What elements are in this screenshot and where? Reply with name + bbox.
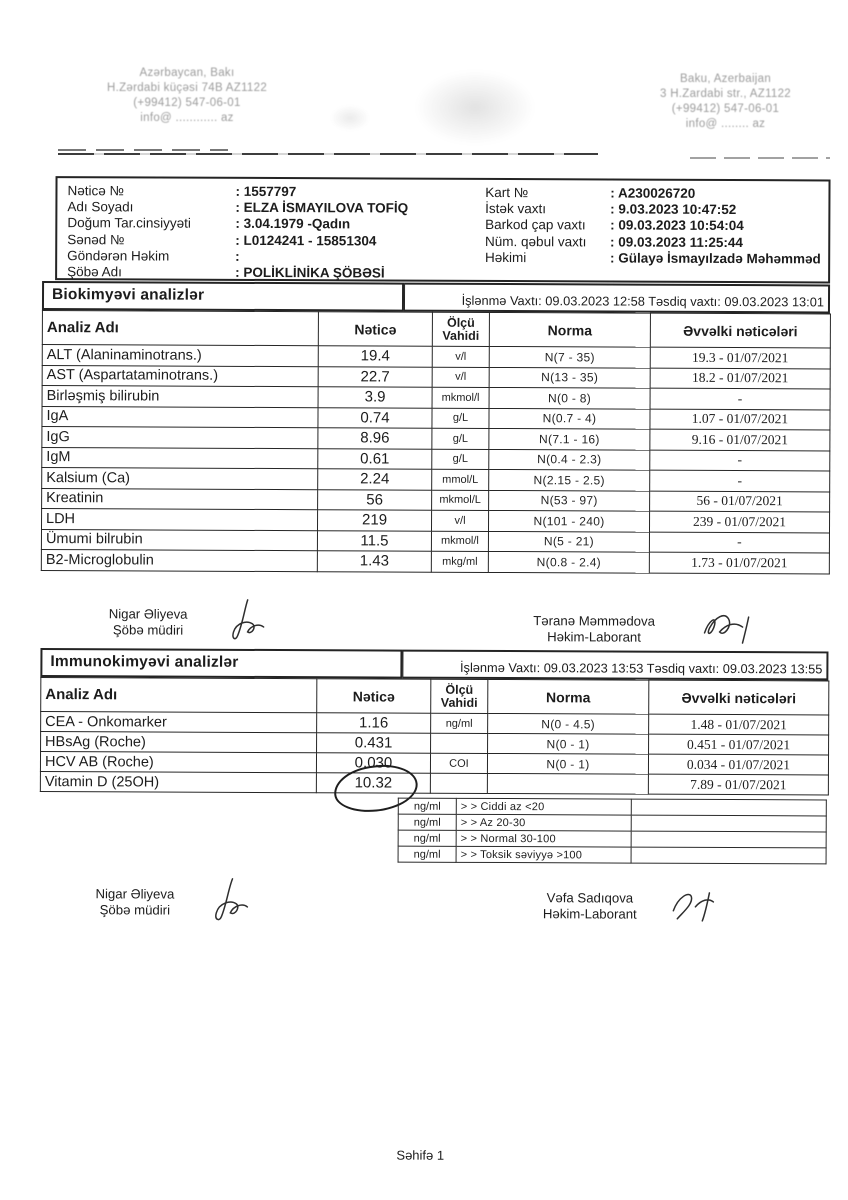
patient-field-value: : 3.04.1979 -Qadın [235,216,351,232]
cell-previous-result: 56 - 01/07/2021 [650,491,830,512]
cell-unit: g/L [432,408,489,429]
cell-norm: N(0 - 1) [487,753,648,774]
reference-unit: ng/ml [398,846,456,862]
cell-unit: v/l [432,367,489,388]
cell-norm: N(0 - 4.5) [488,713,649,734]
page-footer [0,1146,844,1165]
letterhead-line: Baku, Azerbaijan [679,73,772,85]
column-header-analysis: Analiz Adı [42,311,318,346]
cell-norm: N(0 - 1) [488,733,649,754]
patient-field-value: : L0124241 - 15851304 [235,232,377,249]
signatory-name: Təranə Məmmədova [533,613,655,629]
patient-field-value: : 09.03.2023 11:25:44 [610,234,743,250]
cell-previous-result: 1.07 - 01/07/2021 [650,409,830,430]
signatory-name: Vəfa Sadıqova [546,890,634,906]
handwritten-signature [665,883,723,927]
cell-result-vitamin-d [316,773,430,793]
handwritten-signature [698,603,762,649]
cell-previous-result: - [650,388,830,409]
cell-analysis-name: Kalsium (Ca) [42,468,318,490]
column-header-norm: Norma [489,312,650,347]
patient-field-label: Şöbə Adı [67,264,122,280]
immunochemistry-results-table [40,677,829,795]
patient-field [67,264,485,282]
signatory-title: Həkim-Laborant [542,906,637,922]
reference-row [398,798,826,816]
column-header-unit: Ölçü Vahidi [431,679,488,713]
section-title-immunochemistry: Immunokimyəvi analizlər [40,648,402,679]
cell-previous-result: - [650,450,830,471]
cell-analysis-name: Kreatinin [42,488,318,510]
letterhead-line: (+99412) 547-06-01 [133,97,241,109]
reference-unit: ng/ml [398,814,456,830]
letterhead-line: info@ ............ az [140,112,234,124]
cell-norm: N(53 - 97) [489,490,650,511]
signature-block-left [71,606,226,639]
signature-block-right [496,613,691,646]
table-header-row [42,311,830,348]
patient-field-label: Doğum Tar.cinsiyyəti [67,215,191,232]
column-header-analysis: Analiz Adı [41,678,317,713]
cell-unit: COI [430,753,487,773]
cell-previous-result: 19.3 - 01/07/2021 [650,347,830,368]
cell-previous-result: - [650,470,830,491]
cell-analysis-name: HBsAg (Roche) [41,732,317,753]
reference-blank-cell [631,847,826,864]
handwritten-signature [202,875,254,925]
table-row [40,772,828,795]
cell-previous-result: 9.16 - 01/07/2021 [650,429,830,450]
cell-result: 56 [318,489,432,510]
patient-field [485,234,828,252]
patient-field [67,216,485,234]
signature-block-right [502,890,677,923]
cell-unit: g/L [432,449,489,470]
patient-info-right-column [485,185,829,281]
cell-norm: N(0 - 8) [489,387,650,408]
signatory-name: Nigar Əliyeva [95,886,175,902]
signatory-title: Həkim-Laborant [547,629,641,645]
patient-field-value: : Gülayə İsmayılzadə Məhəmməd [609,250,821,267]
cell-analysis-name: B2-Microglobulin [41,550,317,572]
reference-range: > > Ciddi az <20 [456,798,631,815]
reference-blank-cell [631,815,826,832]
cell-result: 0.74 [318,407,432,428]
cell-result: 19.4 [318,346,432,367]
patient-field-label: Barkod çap vaxtı [485,217,586,233]
cell-previous-result: 0.034 - 01/07/2021 [648,754,828,775]
patient-field-value: : POLİKLİNİKA ŞÖBƏSİ [235,264,385,281]
column-header-unit: Ölçü Vahidi [432,312,489,346]
reference-row [398,814,826,832]
cell-previous-result: 1.48 - 01/07/2021 [649,714,829,735]
letterhead-line: (+99412) 547-06-01 [671,103,780,115]
patient-field-value: : 09.03.2023 10:54:04 [610,217,744,234]
patient-field-value: : [235,248,240,264]
cell-analysis-name: Ümumi bilrubin [41,529,317,551]
cell-norm: N(7.1 - 16) [489,428,650,449]
cell-norm [487,773,648,794]
reference-blank-cell [631,799,826,816]
cell-analysis-name: IgG [42,427,318,449]
signatory-title: Şöbə müdiri [99,902,171,918]
cell-unit: v/l [432,346,489,367]
table-header-row [41,678,829,715]
signatory-title: Şöbə müdiri [112,622,184,638]
cell-norm: N(7 - 35) [489,346,650,367]
column-header-result: Nəticə [318,312,432,346]
section-title-biochemistry: Biokimyəvi analizlər [42,281,404,312]
patient-field [67,199,485,217]
cell-result: 1.43 [317,551,431,572]
signatory-name: Nigar Əliyeva [108,606,188,622]
cell-analysis-name: IgM [42,447,318,469]
reference-unit: ng/ml [398,798,456,814]
cell-unit: mkg/ml [431,551,488,572]
patient-info-left-column [67,183,485,280]
patient-field [485,185,828,203]
letterhead-line: info@ ........ az [685,118,766,130]
cell-unit: v/l [431,510,488,531]
letterhead-line: 3 H.Zardabi str., AZ1122 [660,88,791,100]
cell-result: 1.16 [317,713,431,733]
cell-unit: ng/ml [431,713,488,733]
patient-field [485,250,828,268]
handwritten-signature [220,597,272,645]
signature-block-left [57,886,212,919]
column-header-result: Nəticə [317,679,431,713]
cell-previous-result: 1.73 - 01/07/2021 [649,552,829,573]
column-header-previous: Əvvəlki nəticələri [650,313,830,348]
patient-field-value: : A230026720 [610,185,696,201]
page-number-label: Səhifə 1 [396,1147,445,1163]
cell-previous-result: - [649,532,829,553]
cell-analysis-name: IgA [42,406,318,428]
cell-previous-result: 0.451 - 01/07/2021 [649,734,829,755]
cell-analysis-name: Birləşmiş bilirubin [42,386,318,408]
cell-result: 0.61 [318,448,432,469]
letterhead-line: Azərbaycan, Bakı [139,67,235,79]
biochemistry-section-bar [42,281,830,313]
cell-result: 11.5 [317,530,431,551]
vitamin-d-reference-table [398,798,827,865]
cell-analysis-name: ALT (Alaninaminotrans.) [42,345,318,367]
patient-field-label: Nəticə № [67,183,125,199]
patient-field [67,248,485,266]
cell-result: 219 [317,510,431,531]
reference-range: > > Toksik səviyyə >100 [456,846,631,863]
cell-result: 22.7 [318,366,432,387]
patient-field [485,201,828,219]
cell-analysis-name: LDH [42,509,318,531]
patient-field-value: : 1557797 [235,183,297,200]
patient-field [67,232,485,250]
reference-unit: ng/ml [398,830,456,846]
cell-norm: N(2.15 - 2.5) [489,469,650,490]
table-row [41,550,829,574]
patient-info-box [55,176,830,283]
patient-field-value: : 9.03.2023 10:47:52 [610,201,737,218]
cell-norm: N(0.8 - 2.4) [488,551,649,572]
column-header-norm: Norma [488,679,649,714]
immunochemistry-processing-times: İşlənmə Vaxtı: 09.03.2023 13:53 Təsdiq vaxtı: 09.03.2023 13:55 [402,650,828,681]
cell-analysis-name: CEA - Onkomarker [41,712,317,733]
cell-unit: mkmol/l [431,531,488,552]
column-header-previous: Əvvəlki nəticələri [649,680,829,715]
cell-analysis-name: Vitamin D (25OH) [40,772,316,793]
patient-field-label: İstək vaxtı [485,201,547,217]
patient-field-label: Adı Soyadı [67,199,134,215]
immunochemistry-section-bar [40,648,828,680]
reference-row [398,830,826,848]
cell-result: 0.431 [317,733,431,753]
cell-previous-result: 7.89 - 01/07/2021 [648,774,828,795]
cell-result: 3.9 [318,387,432,408]
patient-field-label: Nüm. qəbul vaxtı [485,233,587,249]
patient-field-label: Göndərən Həkim [67,247,170,264]
patient-field-label: Kart № [485,184,529,201]
cell-unit: mkmol/l [432,387,489,408]
letterhead-line: H.Zərdabi küçəsi 74B AZ1122 [106,82,268,94]
cell-norm: N(5 - 21) [488,531,649,552]
cell-analysis-name: HCV AB (Roche) [40,752,316,773]
cell-unit [430,773,487,793]
cell-unit [431,733,488,753]
patient-field-label: Həkimi [484,249,527,265]
cell-unit: g/L [432,428,489,449]
cell-analysis-name: AST (Aspartataminotrans.) [42,365,318,387]
reference-range: > > Normal 30-100 [456,830,631,847]
patient-field [485,217,828,235]
biochemistry-results-table [41,310,831,574]
reference-range: > > Az 20-30 [456,814,631,831]
cell-previous-result: 239 - 01/07/2021 [649,511,829,532]
cell-norm: N(101 - 240) [488,510,649,531]
patient-field [67,183,485,201]
patient-field-label: Sənəd № [67,231,125,247]
biochemistry-processing-times: İşlənmə Vaxtı: 09.03.2023 12:58 Təsdiq vaxtı: 09.03.2023 13:01 [404,283,830,314]
cell-result: 8.96 [318,428,432,449]
patient-field-value: : ELZA İSMAYILOVA TOFİQ [235,200,409,216]
cell-result: 0.030 [316,753,430,773]
reference-row [398,846,826,864]
cell-result: 2.24 [318,469,432,490]
vitamin-d-value: 10.32 [354,774,393,792]
cell-unit: mkmol/L [432,490,489,511]
cell-previous-result: 18.2 - 01/07/2021 [650,368,830,389]
cell-norm: N(0.4 - 2.3) [489,449,650,470]
cell-norm: N(13 - 35) [489,367,650,388]
cell-unit: mmol/L [432,469,489,490]
cell-norm: N(0.7 - 4) [489,408,650,429]
reference-blank-cell [631,831,826,848]
